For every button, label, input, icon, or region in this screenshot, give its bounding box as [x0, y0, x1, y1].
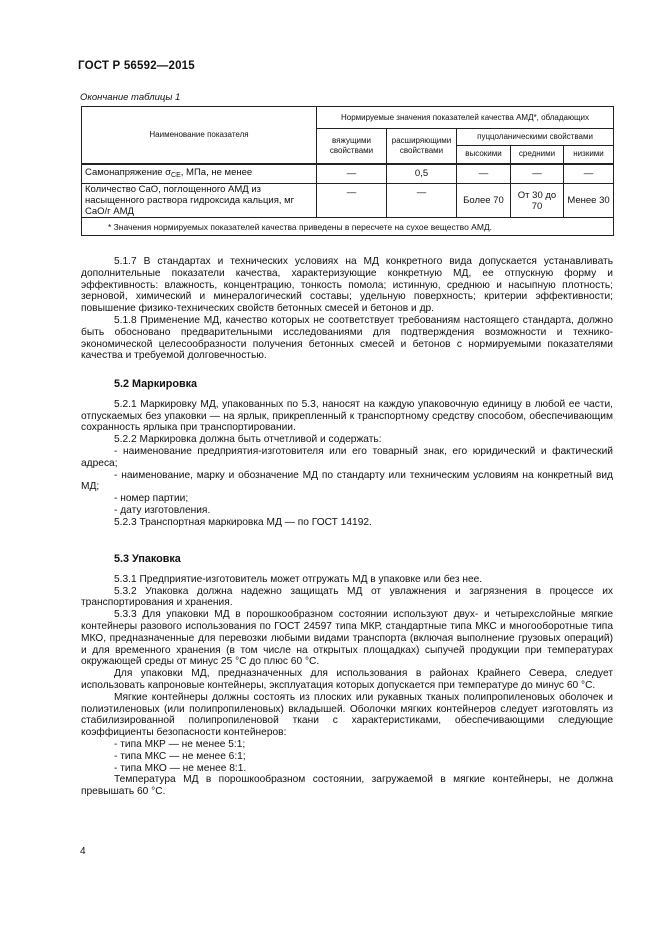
paragraph-5-1-7: 5.1.7 В стандартах и технических условиях на МД конкретного вида допускается устанавливать дополнительные показатели качества, характеризующие конкретную МД, ее отпускную форму и эффективность: влажность, концентрацию, тонкость помола; истинную, среднюю и насыпную плотность; зерновой, химический и минералогический составы; удельную поверхность; критерии эффективности; повышение физико-технических свойств бетонных смесей и бетонов и др.: [81, 256, 613, 315]
standard-id: ГОСТ Р 56592—2015: [78, 60, 195, 72]
list-item: - наименование предприятия-изготовителя или его товарный знак, его юридический и фактический адреса;: [81, 445, 613, 469]
section-5-1-continued: [81, 256, 613, 362]
cell: От 30 до 70: [511, 184, 564, 218]
paragraph-soft-containers: Мягкие контейнеры должны состоять из плоских или рукавных тканых полипропиленовых оболочек и полиэтиленовых (или полипропиленовых) вкладышей. Оболочки мягких контейнеров следует изготовлять из стабилизированной полипропиленовой ткани с характеристиками, обеспечивающими следующие коэффициенты безопасности контейнеров:: [81, 691, 613, 739]
table-caption: Окончание таблицы 1: [80, 92, 181, 103]
paragraph-temperature: Температура МД в порошкообразном состоянии, загружаемой в мягкие контейнеры, не должна превышать 60 °С.: [81, 774, 613, 798]
section-5-3: [81, 554, 613, 798]
level-low: низкими: [564, 146, 614, 164]
page-number: 4: [80, 846, 86, 857]
paragraph-north: Для упаковки МД, предназначенных для использования в районах Крайнего Севера, следует использовать капроновые контейнеры, эксплуатация которых допускается при температуре до минус 60 °С.: [81, 668, 613, 691]
paragraph-5-2-1: 5.2.1 Маркировку МД, упакованных по 5.3, наносят на каждую упаковочную единицу в любой ее части, отпускаемых без упаковки — на ярлык, прикрепленный к транспортному средству способом, обеспечивающим сохранность ярлыка при транспортировании.: [81, 398, 613, 434]
cell: —: [564, 164, 614, 184]
cell: 0,5: [387, 164, 457, 184]
cell: Менее 30: [564, 184, 614, 218]
quality-table: [81, 106, 614, 236]
table-row: [82, 184, 614, 218]
paragraph-5-1-8: 5.1.8 Применение МД, качество которых не соответствует требованиям настоящего стандарта, должно быть обосновано предварительными исследованиями для подтверждения возможности и технико-экономической целесообразности получения бетонных смесей и бетонов с нормируемыми показателями качества и требуемой долговечностью.: [81, 314, 613, 362]
paragraph-5-3-2: 5.3.2 Упаковка должна надежно защищать МД от увлажнения и загрязнения в процессе их транспортирования и хранения.: [81, 585, 613, 609]
cell: —: [317, 164, 387, 184]
pozzolanic-header: пуццоланическими свойствами: [457, 129, 614, 146]
list-item: - дату изготовления.: [114, 504, 211, 516]
list-item: - номер партии;: [114, 493, 189, 505]
cell: —: [457, 164, 511, 184]
table-row: [82, 164, 614, 184]
paragraph-5-2-2: 5.2.2 Маркировка должна быть отчетливой и содержать:: [114, 434, 382, 446]
col-name-header: Наименование показателя: [82, 107, 317, 164]
list-item: - наименование, марку и обозначение МД по стандарту или техническим условиям на конкретный вид МД;: [81, 469, 613, 493]
coefficient-list: [81, 739, 613, 774]
level-medium: средними: [511, 146, 564, 164]
cell: —: [317, 184, 387, 218]
marking-list: [81, 446, 613, 517]
expanding-header: расширяющими свойствами: [387, 129, 457, 164]
binding-header: вяжущими свойствами: [317, 129, 387, 164]
row-name: Количество CaO, поглощенного АМД из насыщенного раствора гидроксида кальция, мг CaO/г АМД: [82, 184, 317, 218]
section-5-2: [81, 379, 613, 529]
list-item: - типа МКР — не менее 5:1;: [114, 738, 246, 750]
row-name: Самонапряжение $\sigma_{CE}$, МПа, не менее: [82, 164, 317, 184]
paragraph-5-2-3: 5.2.3 Транспортная маркировка МД — по ГОСТ 14192.: [114, 516, 372, 528]
cell: —: [511, 164, 564, 184]
paragraph-5-3-1: 5.3.1 Предприятие-изготовитель может отгружать МД в упаковке или без нее.: [114, 573, 483, 585]
list-item: - типа МКС — не менее 6:1;: [114, 750, 246, 762]
level-high: высокими: [457, 146, 511, 164]
table-footnote: * Значения нормируемых показателей качества приведены в пересчете на сухое вещество АМД.: [82, 218, 614, 236]
paragraph-5-3-3: 5.3.3 Для упаковки МД в порошкообразном состоянии используют двух- и четырехслойные мягкие контейнеры разового использования по ГОСТ 24597 типа МКР, стандартные типа МКС и многооборотные типа МКО, предназначенные для перевозки любыми видами транспорта (включая выполнение грузовых операций) и для временного хранения (в том числе на открытых площадках) сыпучей продукции при температурах окружающей среды от минус 25 °С до плюс 60 °С.: [81, 609, 613, 668]
section-title: 5.2 Маркировка: [114, 378, 198, 390]
group-header: Нормируемые значения показателей качества АМД*, обладающих: [317, 107, 614, 129]
cell: —: [387, 184, 457, 218]
section-title: 5.3 Упаковка: [114, 553, 181, 565]
list-item: - типа МКО — не менее 8:1.: [114, 762, 247, 774]
cell: Более 70: [457, 184, 511, 218]
